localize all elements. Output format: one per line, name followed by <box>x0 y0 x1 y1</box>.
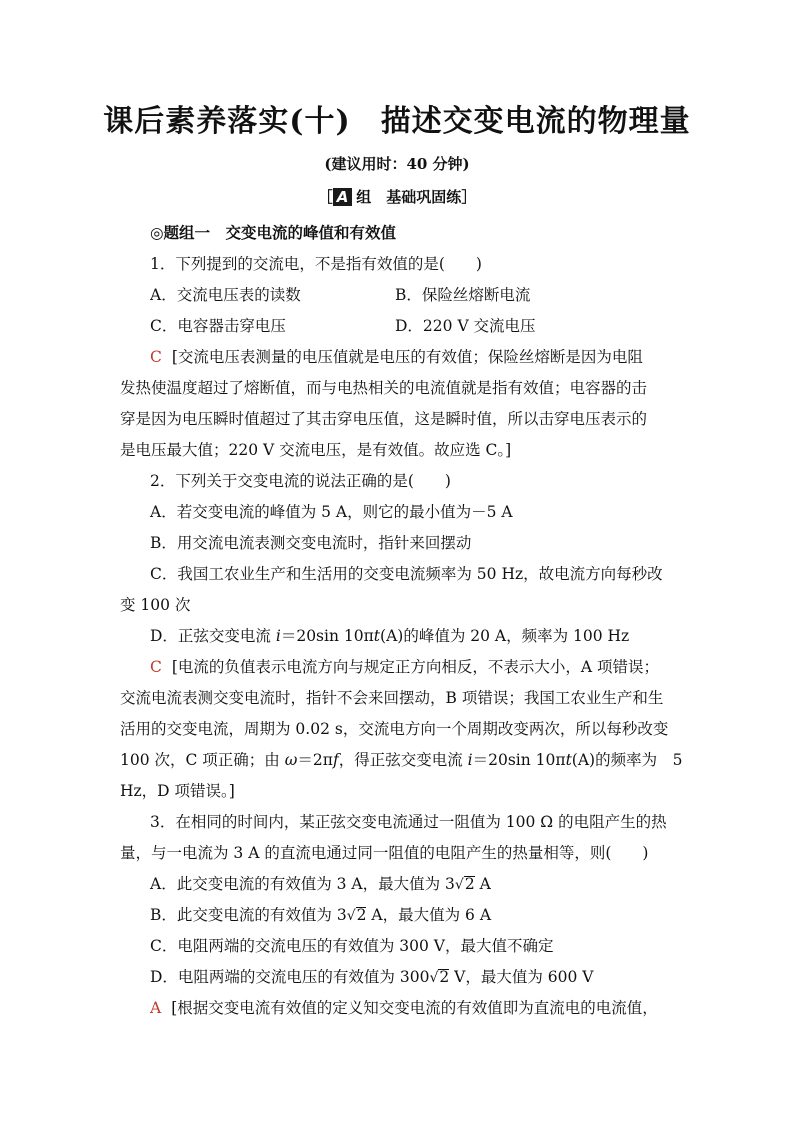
q1-stem: 1．下列提到的交流电，不是指有效值的是( ) <box>150 255 482 273</box>
section-label: 组 基础巩固练 <box>356 188 462 206</box>
q2-explanation-line3: 活用的交变电流，周期为 0.02 s，交流电方向一个周期改变两次，所以每秒改变 <box>120 720 669 738</box>
q2-exp4-t: t <box>565 751 572 769</box>
q3-d-radicand: 2 <box>439 968 450 986</box>
q1-answer: C <box>150 348 162 366</box>
q2-d-var-t: t <box>373 627 381 645</box>
q2-exp4-text2: ，得正弦交变电流 <box>338 751 468 769</box>
q3-a-radicand: 2 <box>464 875 475 893</box>
q2-d-text1: D．正弦交变电流 <box>150 627 276 645</box>
q1-option-b: B．保险丝熔断电流 <box>395 286 531 304</box>
q1-options-row1 <box>150 284 680 306</box>
q3-d-text2: V，最大值为 600 V <box>449 968 594 986</box>
bracket-open: ［ <box>317 188 333 206</box>
q3-answer: A <box>150 999 162 1017</box>
title-series: 课后素养落实(十) <box>103 104 351 139</box>
q2-exp4-text1: 100 次，C 项正确；由 <box>120 751 285 769</box>
q3-option-d <box>150 966 680 989</box>
group-heading: ◎题组一 交变电流的峰值和有效值 <box>150 223 397 242</box>
sqrt-symbol: √ <box>429 970 439 986</box>
q2-option-a: A．若交变电流的峰值为 5 A，则它的最小值为－5 A <box>150 503 513 521</box>
q2-option-c-line1: C．我国工农业生产和生活用的交变电流频率为 50 Hz，故电流方向每秒改 <box>150 565 663 583</box>
q3-option-a <box>150 873 680 896</box>
q1-option-a: A．交流电压表的读数 <box>150 286 301 304</box>
page-title <box>0 96 794 140</box>
q3-stem-line1: 3．在相同的时间内，某正弦交变电流通过一阻值为 100 Ω 的电阻产生的热 <box>150 813 667 831</box>
q2-explanation-line4 <box>120 749 683 771</box>
q3-b-text2: A，最大值为 6 A <box>366 906 492 924</box>
q1-exp-text1: [交流电压表测量的电压值就是电压的有效值；保险丝熔断是因为电阻 <box>171 348 643 366</box>
q2-option-d <box>150 625 680 647</box>
q1-options-row2 <box>150 315 680 337</box>
q2-d-text2: ＝20sin 10π <box>280 627 374 645</box>
q2-exp4-i: i <box>467 751 473 769</box>
sqrt-symbol: √ <box>346 908 356 924</box>
q2-option-c-line2: 变 100 次 <box>120 596 191 614</box>
q3-stem-line2: 量，与一电流为 3 A 的直流电通过同一阻值的电阻产生的热量相等，则( ) <box>120 844 649 862</box>
q2-exp4-text4: (A)的频率为 5 <box>571 751 683 769</box>
q3-option-c: C．电阻两端的交流电压的有效值为 300 V，最大值不确定 <box>150 937 554 955</box>
group-a-badge: A <box>333 188 353 206</box>
q2-exp4-text3: ＝20sin 10π <box>472 751 566 769</box>
q2-d-var-i: i <box>275 627 281 645</box>
q1-explanation-line4: 是电压最大值；220 V 交流电压，是有效值。故应选 C。] <box>120 441 512 459</box>
suggested-time: (建议用时：40 分钟) <box>324 155 470 173</box>
q3-b-text1: B．此交变电流的有效值为 3 <box>150 906 347 924</box>
q3-exp-text1: [根据交变电流有效值的定义知交变电流的有效值即为直流电的电流值， <box>171 999 658 1017</box>
q2-exp4-omega: ω <box>284 751 298 769</box>
q2-d-text3: (A)的峰值为 20 A，频率为 100 Hz <box>380 627 630 645</box>
q3-option-b <box>150 904 680 927</box>
q2-exp-text1: [电流的负值表示电流方向与规定正方向相反，不表示大小，A 项错误； <box>171 658 660 676</box>
q1-explanation-line1 <box>150 346 680 368</box>
sqrt-symbol: √ <box>454 877 464 893</box>
q3-a-text2: A <box>474 875 491 893</box>
q2-explanation-line2: 交流电流表测交变电流时，指针不会来回摆动，B 项错误；我国工农业生产和生 <box>120 689 664 707</box>
q2-exp4-eq: ＝2π <box>297 751 333 769</box>
q2-exp4-f: f <box>332 751 339 769</box>
q3-a-text1: A．此交变电流的有效值为 3 A，最大值为 3 <box>150 875 455 893</box>
q3-b-radicand: 2 <box>356 906 367 924</box>
q3-explanation-line1 <box>150 997 680 1019</box>
q1-option-c: C．电容器击穿电压 <box>150 317 286 335</box>
q1-explanation-line2: 发热使温度超过了熔断值，而与电热相关的电流值就是指有效值；电容器的击 <box>120 379 648 397</box>
q2-answer: C <box>150 658 162 676</box>
q1-option-d: D．220 V 交流电压 <box>395 317 536 335</box>
q2-explanation-line5: Hz，D 项错误。] <box>120 782 235 800</box>
section-header <box>0 186 794 207</box>
q2-explanation-line1 <box>150 656 680 678</box>
title-topic: 描述交变电流的物理量 <box>380 104 691 139</box>
q3-d-text1: D．电阻两端的交流电压的有效值为 300 <box>150 968 430 986</box>
q1-explanation-line3: 穿是因为电压瞬时值超过了其击穿电压值，这是瞬时值，所以击穿电压表示的 <box>120 410 648 428</box>
q2-option-b: B．用交流电流表测交变电流时，指针来回摆动 <box>150 534 472 552</box>
q2-stem: 2．下列关于交变电流的说法正确的是( ) <box>150 472 451 490</box>
bracket-close: ］ <box>461 188 477 206</box>
